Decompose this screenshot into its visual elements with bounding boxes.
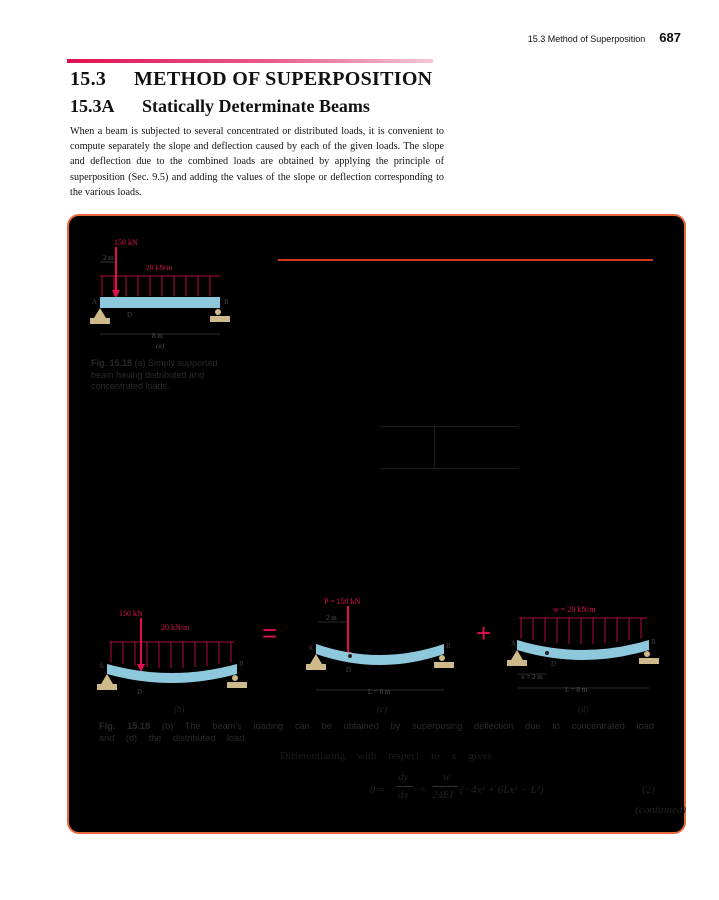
fig-c-deflected-beam bbox=[316, 644, 444, 665]
fig-d-x-label: x = 2 m bbox=[521, 673, 543, 681]
fig-d-roller-support bbox=[644, 651, 650, 657]
running-head-section: 15.3 Method of Superposition bbox=[527, 34, 646, 44]
fig-b-deflected-beam bbox=[107, 664, 237, 683]
fig-b-label-a: A bbox=[99, 662, 105, 670]
eq-fraction-bar bbox=[432, 786, 458, 787]
fig-a-beam bbox=[100, 297, 220, 308]
eq-number: (2) bbox=[642, 784, 655, 796]
faint-rule bbox=[434, 426, 435, 468]
fig-c-load-p-label: P = 150 kN bbox=[324, 597, 361, 606]
fig-a-span-label: 8 m bbox=[152, 332, 163, 340]
fig-b-label-d: D bbox=[137, 688, 143, 696]
page-number: 687 bbox=[659, 30, 681, 45]
body-text-line: Differentiating with respect to x gives bbox=[280, 750, 492, 762]
eq-w: w bbox=[443, 771, 451, 783]
red-rule bbox=[278, 259, 653, 261]
section-title: METHOD OF SUPERPOSITION bbox=[134, 68, 433, 90]
eq-rhs: (−4x³ + 6Lx² − L³) bbox=[460, 784, 544, 796]
fig-a-label-b: B bbox=[224, 298, 229, 306]
fig-c-roller-support bbox=[439, 655, 445, 661]
fig-a-sublabel: (a) bbox=[156, 342, 165, 350]
fig-c-label-a: A bbox=[308, 644, 314, 652]
fig-a-caption-bold: Fig. 15.18 bbox=[91, 358, 133, 368]
eq-equals: = bbox=[420, 784, 427, 796]
fig-d-distributed-arrows bbox=[521, 618, 641, 644]
fig-a-roller-support bbox=[215, 309, 221, 315]
subsection-title: Statically Determinate Beams bbox=[142, 96, 370, 116]
fig-d-pin-support bbox=[511, 650, 523, 660]
fig-d-label-a: A bbox=[511, 640, 517, 648]
figure-b-diagram bbox=[95, 600, 255, 700]
fig-d-deflected-beam bbox=[517, 640, 649, 660]
eq-dx: dx bbox=[398, 789, 409, 801]
eq-24ei: 24EI bbox=[432, 789, 454, 801]
fig-d-w-label: w = 20 kN/m bbox=[553, 605, 596, 614]
plus-operator: + bbox=[476, 618, 492, 648]
fig-c-label-d: D bbox=[346, 666, 352, 674]
fig-a-label-a: A bbox=[92, 298, 98, 306]
intro-paragraph: When a beam is subjected to several concentrated or distributed loads, it is convenient to compute separately the slope and deflection caused by each of the given loads. The slope and deflection due to the combined loads are obtained by applying the principle of superposition (Sec. 9.5) and adding the values of the slope or deflection corresponding to the various loads. bbox=[70, 126, 444, 198]
fig-a-pin-support bbox=[94, 308, 106, 318]
eq-lhs: θ = bbox=[370, 784, 386, 796]
fig-c-pin-support bbox=[310, 654, 322, 664]
fig-d-label-b: B bbox=[651, 638, 656, 646]
figure-a-diagram bbox=[90, 232, 240, 352]
running-head bbox=[528, 30, 681, 45]
figure-c-diagram bbox=[300, 592, 460, 702]
eq-fraction-bar bbox=[397, 786, 413, 787]
fig-a-caption-text: (a) Simply supported beam having distributed and concentrated loads. bbox=[91, 358, 218, 391]
fig-b-pin-support bbox=[101, 674, 113, 684]
equals-operator: = bbox=[262, 618, 278, 648]
subsection-number: 15.3A bbox=[70, 96, 115, 116]
fig-c-label-b: B bbox=[446, 642, 451, 650]
fig-b-load-p-label: 150 kN bbox=[119, 609, 143, 618]
fig-d-span-label: L = 8 m bbox=[565, 686, 588, 694]
fig-c-sublabel: (c) bbox=[377, 704, 387, 714]
fig-b-w-label: 20 kN/m bbox=[161, 623, 190, 632]
fig-a-w-label: 20 kN/m bbox=[146, 263, 173, 272]
eq-dy: dy bbox=[398, 771, 409, 783]
figure-bcd-caption bbox=[99, 720, 654, 744]
fig-a-2m-label: 2 m bbox=[103, 254, 114, 262]
fig-b-distributed-arrows bbox=[111, 642, 231, 668]
fig-a-load-p-label: 150 kN bbox=[114, 238, 138, 247]
fig-c-span-label: L = 8 m bbox=[368, 688, 391, 696]
section-accent-bar bbox=[67, 59, 433, 63]
equation-2 bbox=[370, 767, 655, 807]
fig-b-label-b: B bbox=[239, 660, 244, 668]
fig-b-roller-support bbox=[232, 675, 238, 681]
fig-bcd-caption-text: (b) The beam's loading can be obtained by superposing deflection due to concentrated load and (d) the distributed load. bbox=[99, 721, 654, 743]
fig-d-label-d: D bbox=[551, 660, 557, 668]
fig-d-sublabel: (d) bbox=[578, 704, 589, 714]
figure-a-caption bbox=[91, 358, 241, 393]
faint-rule bbox=[380, 468, 518, 469]
figure-d-diagram bbox=[505, 600, 665, 705]
section-heading bbox=[70, 68, 432, 91]
fig-a-label-d: D bbox=[127, 311, 133, 319]
subsection-heading bbox=[70, 96, 370, 117]
fig-b-sublabel: (b) bbox=[174, 704, 185, 714]
section-number: 15.3 bbox=[70, 68, 107, 90]
continued-note: (continued) bbox=[635, 804, 686, 816]
faint-rule bbox=[380, 426, 518, 427]
fig-c-2m-label: 2 m bbox=[326, 614, 337, 622]
fig-bcd-caption-bold: Fig. 15.18 bbox=[99, 721, 151, 731]
